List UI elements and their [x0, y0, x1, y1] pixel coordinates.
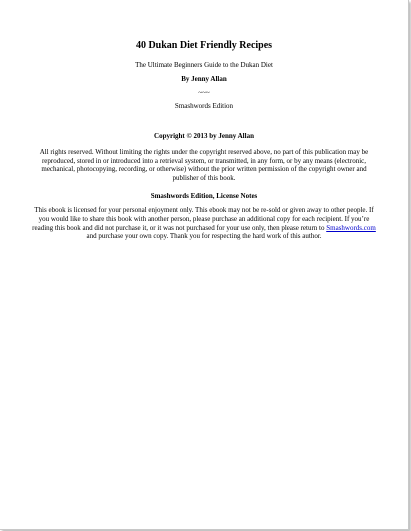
- page-content: [0, 40, 408, 241]
- license-text-before: This ebook is licensed for your personal enjoyment only. This ebook may not be re-sold or given away to other people. If you would like to share this book with another person, please purchase an additional copy for each recipient. If you’re reading this book and did not purchase it, or it was not purchased for your use only, then please return to: [32, 206, 374, 232]
- ornament-divider: ~~~: [198, 89, 210, 97]
- copyright-heading: Copyright © 2013 by Jenny Allan: [154, 132, 254, 140]
- rights-paragraph: All rights reserved. Without limiting the rights under the copyright reserved above, no part of this publication may be reproduced, stored in or introduced into a retrieval system, or transmitted, in any form, or by any means (electronic, mechanical, photocopying, recording, or otherwise) without the prior written permission of the copyright owner and publisher of this book.: [39, 148, 369, 182]
- license-heading: Smashwords Edition, License Notes: [150, 192, 258, 201]
- book-author: By Jenny Allan: [181, 75, 227, 83]
- book-subtitle: The Ultimate Beginners Guide to the Dukan Diet: [135, 61, 273, 69]
- book-title: 40 Dukan Diet Friendly Recipes: [135, 40, 273, 51]
- smashwords-link[interactable]: Smashwords.com: [326, 223, 376, 232]
- license-text-after: and purchase your own copy. Thank you for respecting the hard work of this author.: [86, 232, 322, 241]
- edition-label: Smashwords Edition: [174, 102, 234, 110]
- license-paragraph: [29, 206, 379, 240]
